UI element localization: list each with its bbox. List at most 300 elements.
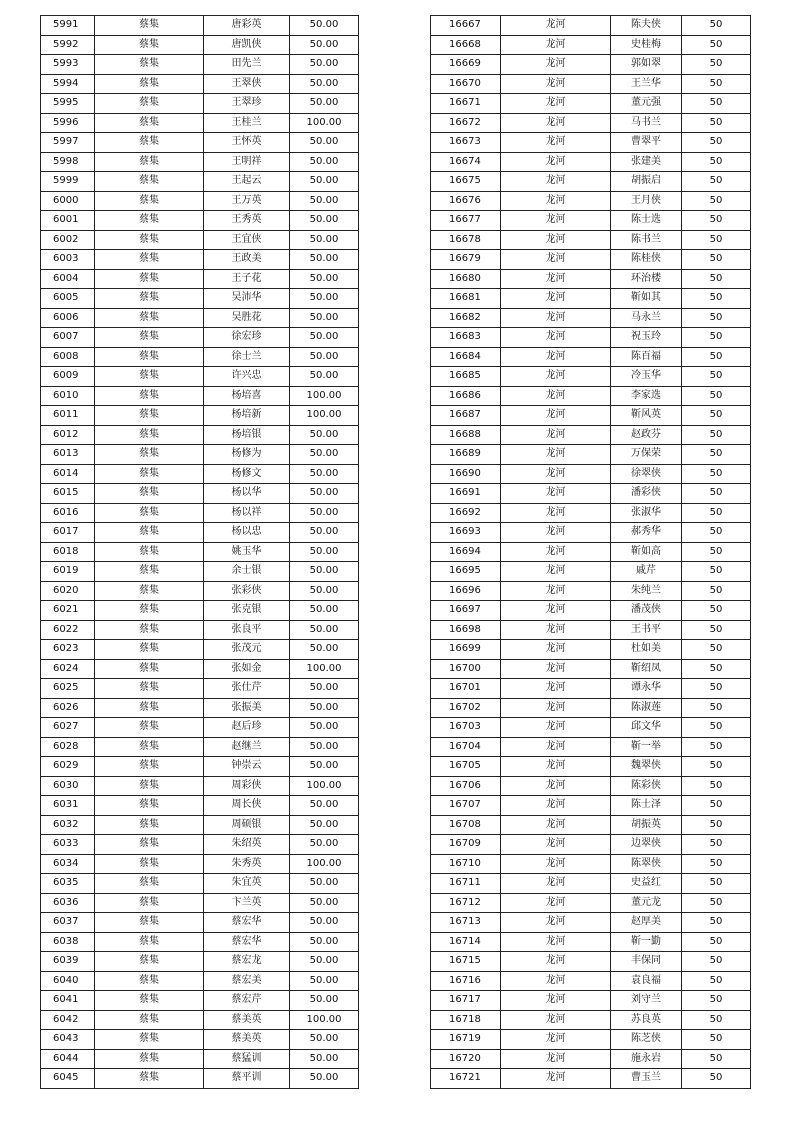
name-cell: 周彩侠 xyxy=(204,776,290,796)
id-cell: 6025 xyxy=(41,679,95,699)
table-row xyxy=(431,211,751,231)
id-cell: 16676 xyxy=(431,191,501,211)
amount-cell: 50 xyxy=(682,523,751,543)
name-cell: 张仕芹 xyxy=(204,679,290,699)
name-cell: 蔡宏龙 xyxy=(204,952,290,972)
id-cell: 16671 xyxy=(431,94,501,114)
amount-cell: 50 xyxy=(682,113,751,133)
id-cell: 6013 xyxy=(41,445,95,465)
township-cell: 蔡集 xyxy=(95,737,204,757)
name-cell: 张淑华 xyxy=(611,503,682,523)
township-cell: 蔡集 xyxy=(95,815,204,835)
id-cell: 16679 xyxy=(431,250,501,270)
table-row xyxy=(41,35,359,55)
amount-cell: 50.00 xyxy=(290,347,359,367)
name-cell: 王翠侠 xyxy=(204,74,290,94)
township-cell: 蔡集 xyxy=(95,698,204,718)
amount-cell: 50.00 xyxy=(290,1049,359,1069)
township-cell: 龙河 xyxy=(501,1010,611,1030)
table-row xyxy=(431,347,751,367)
table-row xyxy=(431,484,751,504)
table-row xyxy=(41,406,359,426)
township-cell: 蔡集 xyxy=(95,542,204,562)
township-cell: 龙河 xyxy=(501,328,611,348)
id-cell: 16709 xyxy=(431,835,501,855)
id-cell: 6039 xyxy=(41,952,95,972)
name-cell: 靳绍凤 xyxy=(611,659,682,679)
township-cell: 龙河 xyxy=(501,55,611,75)
name-cell: 蔡宏华 xyxy=(204,932,290,952)
name-cell: 陈百福 xyxy=(611,347,682,367)
name-cell: 赵继兰 xyxy=(204,737,290,757)
name-cell: 王万英 xyxy=(204,191,290,211)
township-cell: 蔡集 xyxy=(95,250,204,270)
id-cell: 5997 xyxy=(41,133,95,153)
township-cell: 蔡集 xyxy=(95,347,204,367)
township-cell: 蔡集 xyxy=(95,425,204,445)
id-cell: 16697 xyxy=(431,601,501,621)
name-cell: 杨培银 xyxy=(204,425,290,445)
township-cell: 蔡集 xyxy=(95,952,204,972)
amount-cell: 50 xyxy=(682,874,751,894)
township-cell: 蔡集 xyxy=(95,328,204,348)
table-row xyxy=(41,1049,359,1069)
table-row xyxy=(41,347,359,367)
table-row xyxy=(41,250,359,270)
township-cell: 蔡集 xyxy=(95,991,204,1011)
township-cell: 蔡集 xyxy=(95,94,204,114)
table-row xyxy=(431,932,751,952)
name-cell: 王秀英 xyxy=(204,211,290,231)
table-row xyxy=(41,211,359,231)
township-cell: 龙河 xyxy=(501,386,611,406)
name-cell: 赵政芬 xyxy=(611,425,682,445)
township-cell: 蔡集 xyxy=(95,874,204,894)
table-row xyxy=(431,94,751,114)
name-cell: 唐彩英 xyxy=(204,16,290,36)
table-row xyxy=(431,757,751,777)
name-cell: 杨以忠 xyxy=(204,523,290,543)
id-cell: 6032 xyxy=(41,815,95,835)
township-cell: 蔡集 xyxy=(95,289,204,309)
township-cell: 蔡集 xyxy=(95,230,204,250)
name-cell: 许兴忠 xyxy=(204,367,290,387)
name-cell: 靳一举 xyxy=(611,737,682,757)
table-row xyxy=(431,191,751,211)
name-cell: 李家选 xyxy=(611,386,682,406)
township-cell: 龙河 xyxy=(501,581,611,601)
table-row xyxy=(431,386,751,406)
id-cell: 6035 xyxy=(41,874,95,894)
name-cell: 陈桂侠 xyxy=(611,250,682,270)
amount-cell: 50 xyxy=(682,503,751,523)
name-cell: 王宜侠 xyxy=(204,230,290,250)
id-cell: 6031 xyxy=(41,796,95,816)
id-cell: 6017 xyxy=(41,523,95,543)
amount-cell: 50 xyxy=(682,172,751,192)
township-cell: 龙河 xyxy=(501,854,611,874)
table-row xyxy=(431,172,751,192)
amount-cell: 50.00 xyxy=(290,250,359,270)
table-row xyxy=(431,74,751,94)
id-cell: 16680 xyxy=(431,269,501,289)
id-cell: 6002 xyxy=(41,230,95,250)
township-cell: 蔡集 xyxy=(95,640,204,660)
amount-cell: 50 xyxy=(682,1049,751,1069)
id-cell: 5993 xyxy=(41,55,95,75)
id-cell: 16715 xyxy=(431,952,501,972)
table-row xyxy=(431,289,751,309)
table-row xyxy=(41,230,359,250)
table-row xyxy=(41,757,359,777)
name-cell: 徐翠侠 xyxy=(611,464,682,484)
name-cell: 王翠珍 xyxy=(204,94,290,114)
id-cell: 6045 xyxy=(41,1069,95,1089)
table-row xyxy=(431,425,751,445)
id-cell: 6038 xyxy=(41,932,95,952)
amount-cell: 50.00 xyxy=(290,367,359,387)
amount-cell: 50 xyxy=(682,425,751,445)
amount-cell: 50 xyxy=(682,152,751,172)
amount-cell: 50.00 xyxy=(290,464,359,484)
township-cell: 蔡集 xyxy=(95,269,204,289)
name-cell: 张茂元 xyxy=(204,640,290,660)
amount-cell: 50 xyxy=(682,562,751,582)
name-cell: 谭永华 xyxy=(611,679,682,699)
name-cell: 周硕银 xyxy=(204,815,290,835)
name-cell: 蔡美英 xyxy=(204,1030,290,1050)
amount-cell: 50 xyxy=(682,542,751,562)
id-cell: 16696 xyxy=(431,581,501,601)
amount-cell: 50.00 xyxy=(290,94,359,114)
id-cell: 6003 xyxy=(41,250,95,270)
id-cell: 6037 xyxy=(41,913,95,933)
id-cell: 16703 xyxy=(431,718,501,738)
name-cell: 曹翠平 xyxy=(611,133,682,153)
name-cell: 张振美 xyxy=(204,698,290,718)
table-row xyxy=(41,659,359,679)
name-cell: 马书兰 xyxy=(611,113,682,133)
township-cell: 龙河 xyxy=(501,601,611,621)
table-row xyxy=(41,55,359,75)
id-cell: 16668 xyxy=(431,35,501,55)
township-cell: 龙河 xyxy=(501,523,611,543)
id-cell: 16700 xyxy=(431,659,501,679)
township-cell: 龙河 xyxy=(501,16,611,36)
name-cell: 靳一勤 xyxy=(611,932,682,952)
id-cell: 5998 xyxy=(41,152,95,172)
amount-cell: 50 xyxy=(682,464,751,484)
township-cell: 蔡集 xyxy=(95,55,204,75)
id-cell: 16712 xyxy=(431,893,501,913)
amount-cell: 50 xyxy=(682,854,751,874)
table-row xyxy=(41,562,359,582)
name-cell: 陈彩侠 xyxy=(611,776,682,796)
table-row xyxy=(41,620,359,640)
name-cell: 胡振英 xyxy=(611,815,682,835)
id-cell: 6027 xyxy=(41,718,95,738)
name-cell: 靳如高 xyxy=(611,542,682,562)
township-cell: 龙河 xyxy=(501,484,611,504)
township-cell: 蔡集 xyxy=(95,659,204,679)
amount-cell: 50.00 xyxy=(290,445,359,465)
id-cell: 16681 xyxy=(431,289,501,309)
table-row xyxy=(41,191,359,211)
township-cell: 蔡集 xyxy=(95,133,204,153)
table-row xyxy=(431,971,751,991)
township-cell: 龙河 xyxy=(501,308,611,328)
id-cell: 6033 xyxy=(41,835,95,855)
table-row xyxy=(41,1069,359,1089)
id-cell: 16687 xyxy=(431,406,501,426)
amount-cell: 50.00 xyxy=(290,211,359,231)
id-cell: 6005 xyxy=(41,289,95,309)
amount-cell: 50 xyxy=(682,932,751,952)
amount-cell: 50.00 xyxy=(290,620,359,640)
table-row xyxy=(41,737,359,757)
table-row xyxy=(431,854,751,874)
name-cell: 余士银 xyxy=(204,562,290,582)
name-cell: 张克银 xyxy=(204,601,290,621)
township-cell: 龙河 xyxy=(501,679,611,699)
township-cell: 龙河 xyxy=(501,1049,611,1069)
table-row xyxy=(41,269,359,289)
amount-cell: 50 xyxy=(682,776,751,796)
amount-cell: 50.00 xyxy=(290,874,359,894)
township-cell: 龙河 xyxy=(501,230,611,250)
amount-cell: 50 xyxy=(682,913,751,933)
amount-cell: 50 xyxy=(682,386,751,406)
township-cell: 龙河 xyxy=(501,718,611,738)
amount-cell: 50 xyxy=(682,269,751,289)
id-cell: 6014 xyxy=(41,464,95,484)
name-cell: 王政美 xyxy=(204,250,290,270)
township-cell: 蔡集 xyxy=(95,796,204,816)
id-cell: 6040 xyxy=(41,971,95,991)
name-cell: 陈书兰 xyxy=(611,230,682,250)
id-cell: 6029 xyxy=(41,757,95,777)
township-cell: 蔡集 xyxy=(95,16,204,36)
township-cell: 龙河 xyxy=(501,893,611,913)
amount-cell: 50 xyxy=(682,620,751,640)
id-cell: 6016 xyxy=(41,503,95,523)
id-cell: 16717 xyxy=(431,991,501,1011)
id-cell: 16691 xyxy=(431,484,501,504)
amount-cell: 50 xyxy=(682,698,751,718)
table-row xyxy=(41,971,359,991)
township-cell: 龙河 xyxy=(501,1069,611,1089)
id-cell: 16689 xyxy=(431,445,501,465)
id-cell: 6044 xyxy=(41,1049,95,1069)
township-cell: 蔡集 xyxy=(95,757,204,777)
township-cell: 蔡集 xyxy=(95,562,204,582)
name-cell: 戚芹 xyxy=(611,562,682,582)
amount-cell: 50 xyxy=(682,484,751,504)
id-cell: 16692 xyxy=(431,503,501,523)
id-cell: 16693 xyxy=(431,523,501,543)
township-cell: 蔡集 xyxy=(95,776,204,796)
name-cell: 陈夫侠 xyxy=(611,16,682,36)
name-cell: 王起云 xyxy=(204,172,290,192)
name-cell: 姚玉华 xyxy=(204,542,290,562)
id-cell: 16690 xyxy=(431,464,501,484)
id-cell: 6006 xyxy=(41,308,95,328)
amount-cell: 50 xyxy=(682,581,751,601)
table-row xyxy=(431,659,751,679)
township-cell: 龙河 xyxy=(501,776,611,796)
amount-cell: 50 xyxy=(682,835,751,855)
id-cell: 6009 xyxy=(41,367,95,387)
name-cell: 田先兰 xyxy=(204,55,290,75)
township-cell: 蔡集 xyxy=(95,835,204,855)
township-cell: 蔡集 xyxy=(95,367,204,387)
table-row xyxy=(41,698,359,718)
id-cell: 5999 xyxy=(41,172,95,192)
table-row xyxy=(41,835,359,855)
amount-cell: 50 xyxy=(682,1010,751,1030)
id-cell: 16721 xyxy=(431,1069,501,1089)
name-cell: 杜如美 xyxy=(611,640,682,660)
id-cell: 16683 xyxy=(431,328,501,348)
township-cell: 龙河 xyxy=(501,406,611,426)
table-row xyxy=(431,718,751,738)
table-row xyxy=(431,679,751,699)
id-cell: 16705 xyxy=(431,757,501,777)
amount-cell: 50.00 xyxy=(290,796,359,816)
township-cell: 蔡集 xyxy=(95,581,204,601)
township-cell: 龙河 xyxy=(501,737,611,757)
id-cell: 16713 xyxy=(431,913,501,933)
name-cell: 陈士选 xyxy=(611,211,682,231)
amount-cell: 50 xyxy=(682,893,751,913)
id-cell: 16718 xyxy=(431,1010,501,1030)
name-cell: 蔡猛训 xyxy=(204,1049,290,1069)
table-row xyxy=(41,308,359,328)
id-cell: 6001 xyxy=(41,211,95,231)
table-row xyxy=(41,952,359,972)
amount-cell: 50.00 xyxy=(290,815,359,835)
name-cell: 王书平 xyxy=(611,620,682,640)
table-row xyxy=(431,913,751,933)
township-cell: 龙河 xyxy=(501,250,611,270)
table-row xyxy=(41,172,359,192)
name-cell: 陈淑莲 xyxy=(611,698,682,718)
name-cell: 唐凯侠 xyxy=(204,35,290,55)
amount-cell: 50 xyxy=(682,94,751,114)
table-row xyxy=(41,913,359,933)
amount-cell: 50 xyxy=(682,74,751,94)
table-row xyxy=(431,542,751,562)
table-row xyxy=(431,367,751,387)
name-cell: 王桂兰 xyxy=(204,113,290,133)
table-row xyxy=(431,113,751,133)
amount-cell: 100.00 xyxy=(290,386,359,406)
id-cell: 5995 xyxy=(41,94,95,114)
amount-cell: 50.00 xyxy=(290,1069,359,1089)
table-row xyxy=(41,503,359,523)
amount-cell: 50.00 xyxy=(290,1030,359,1050)
name-cell: 史益红 xyxy=(611,874,682,894)
table-row xyxy=(431,952,751,972)
id-cell: 16707 xyxy=(431,796,501,816)
amount-cell: 50 xyxy=(682,289,751,309)
table-row xyxy=(41,718,359,738)
id-cell: 6030 xyxy=(41,776,95,796)
table-row xyxy=(431,1010,751,1030)
amount-cell: 50.00 xyxy=(290,932,359,952)
table-row xyxy=(41,464,359,484)
township-cell: 蔡集 xyxy=(95,172,204,192)
id-cell: 16684 xyxy=(431,347,501,367)
amount-cell: 50.00 xyxy=(290,308,359,328)
id-cell: 16694 xyxy=(431,542,501,562)
amount-cell: 50.00 xyxy=(290,425,359,445)
township-cell: 蔡集 xyxy=(95,211,204,231)
table-row xyxy=(431,893,751,913)
amount-cell: 50 xyxy=(682,757,751,777)
amount-cell: 50 xyxy=(682,1069,751,1089)
table-row xyxy=(431,152,751,172)
township-cell: 龙河 xyxy=(501,133,611,153)
table-row xyxy=(431,601,751,621)
id-cell: 16669 xyxy=(431,55,501,75)
amount-cell: 100.00 xyxy=(290,659,359,679)
id-cell: 6041 xyxy=(41,991,95,1011)
amount-cell: 50.00 xyxy=(290,484,359,504)
township-cell: 蔡集 xyxy=(95,620,204,640)
name-cell: 郝秀华 xyxy=(611,523,682,543)
id-cell: 5994 xyxy=(41,74,95,94)
name-cell: 魏翠侠 xyxy=(611,757,682,777)
name-cell: 环治楼 xyxy=(611,269,682,289)
name-cell: 潘茂侠 xyxy=(611,601,682,621)
amount-cell: 50.00 xyxy=(290,991,359,1011)
name-cell: 张如金 xyxy=(204,659,290,679)
township-cell: 龙河 xyxy=(501,542,611,562)
table-row xyxy=(431,562,751,582)
table-row xyxy=(431,581,751,601)
township-cell: 龙河 xyxy=(501,874,611,894)
table-row xyxy=(41,113,359,133)
amount-cell: 50.00 xyxy=(290,718,359,738)
township-cell: 龙河 xyxy=(501,991,611,1011)
township-cell: 蔡集 xyxy=(95,406,204,426)
table-row xyxy=(431,230,751,250)
amount-cell: 50 xyxy=(682,211,751,231)
amount-cell: 50.00 xyxy=(290,55,359,75)
township-cell: 龙河 xyxy=(501,1030,611,1050)
id-cell: 16719 xyxy=(431,1030,501,1050)
table-row xyxy=(41,328,359,348)
amount-cell: 50 xyxy=(682,601,751,621)
name-cell: 朱纯兰 xyxy=(611,581,682,601)
township-cell: 蔡集 xyxy=(95,1030,204,1050)
name-cell: 曹玉兰 xyxy=(611,1069,682,1089)
table-row xyxy=(41,601,359,621)
table-row xyxy=(41,523,359,543)
table-row xyxy=(431,620,751,640)
amount-cell: 50 xyxy=(682,250,751,270)
table-row xyxy=(41,932,359,952)
amount-cell: 50 xyxy=(682,659,751,679)
id-cell: 6026 xyxy=(41,698,95,718)
name-cell: 王月侠 xyxy=(611,191,682,211)
id-cell: 16686 xyxy=(431,386,501,406)
township-cell: 龙河 xyxy=(501,815,611,835)
amount-cell: 50 xyxy=(682,328,751,348)
id-cell: 16704 xyxy=(431,737,501,757)
amount-cell: 50.00 xyxy=(290,562,359,582)
